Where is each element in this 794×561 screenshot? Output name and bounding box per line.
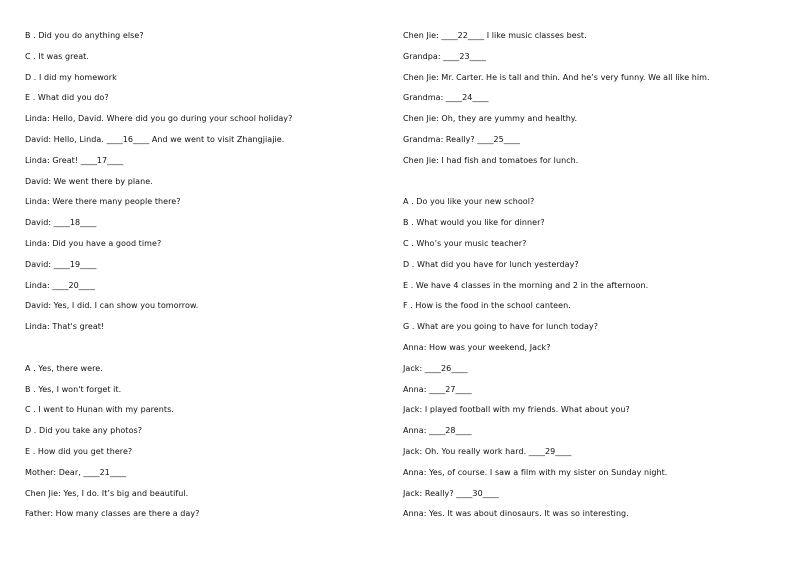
option-line: F . How is the food in the school canteen.: [403, 301, 571, 311]
option-line: B . Did you do anything else?: [25, 31, 144, 40]
option-line: G . What are you going to have for lunch today?: [403, 322, 599, 332]
dialogue-line: Grandma: Really? ____25____: [403, 134, 520, 144]
option-line: A . Do you like your new school?: [403, 197, 535, 207]
dialogue-line: David: ____18____: [25, 218, 97, 228]
dialogue-line: Anna: ____28____: [403, 426, 472, 436]
dialogue-line: Chen Jie: ____22____ I like music classes best.: [403, 31, 587, 40]
option-line: D . What did you have for lunch yesterday?: [403, 259, 579, 269]
option-line: B . Yes, I won't forget it.: [25, 384, 122, 394]
dialogue-line: Chen Jie: Mr. Carter. He is tall and thin. And he’s very funny. We all like him.: [403, 72, 710, 82]
option-line: D . Did you take any photos?: [25, 426, 143, 436]
dialogue-line: Linda: Were there many people there?: [25, 197, 181, 207]
dialogue-line: Linda: Did you have a good time?: [25, 238, 162, 248]
dialogue-line: Chen Jie: Oh, they are yummy and healthy.: [403, 114, 578, 124]
section-gap: [403, 176, 773, 197]
dialogue-line: Chen Jie: Yes, I do. It’s big and beautiful.: [25, 488, 189, 498]
option-line: E . We have 4 classes in the morning and 2 in the afternoon.: [403, 280, 649, 290]
right-column: [403, 30, 773, 529]
option-line: C . It was great.: [25, 51, 89, 61]
option-line: C . Who’s your music teacher?: [403, 238, 527, 248]
dialogue-line: Anna: How was your weekend, Jack?: [403, 342, 551, 352]
left-column: [25, 30, 375, 529]
dialogue-line: Jack: I played football with my friends. What about you?: [403, 405, 630, 415]
option-line: D . I did my homework: [25, 72, 117, 82]
dialogue-line: Jack: Oh. You really work hard. ____29____: [403, 446, 572, 456]
dialogue-line: Father: How many classes are there a day?: [25, 509, 200, 519]
dialogue-line: Jack: ____26____: [403, 363, 468, 373]
dialogue-line: Chen Jie: I had fish and tomatoes for lunch.: [403, 155, 579, 165]
dialogue-line: David: Yes, I did. I can show you tomorrow.: [25, 301, 199, 311]
dialogue-line: Grandpa: ____23____: [403, 51, 486, 61]
section-gap: [25, 342, 375, 363]
dialogue-line: Anna: ____27____: [403, 384, 472, 394]
dialogue-line: Anna: Yes, of course. I saw a film with my sister on Sunday night.: [403, 467, 668, 477]
option-line: E . What did you do?: [25, 93, 109, 103]
dialogue-line: Linda: Hello, David. Where did you go during your school holiday?: [25, 114, 293, 124]
dialogue-line: David: We went there by plane.: [25, 176, 153, 186]
dialogue-line: Linda: That's great!: [25, 322, 105, 332]
dialogue-line: David: ____19____: [25, 259, 97, 269]
dialogue-line: Mother: Dear, ____21____: [25, 467, 127, 477]
option-line: C . I went to Hunan with my parents.: [25, 405, 174, 415]
option-line: B . What would you like for dinner?: [403, 218, 545, 228]
dialogue-line: Linda: ____20____: [25, 280, 95, 290]
dialogue-line: David: Hello, Linda. ____16____ And we went to visit Zhangjiajie.: [25, 134, 285, 144]
dialogue-line: Linda: Great! ____17____: [25, 155, 124, 165]
dialogue-line: Grandma: ____24____: [403, 93, 489, 103]
dialogue-line: Jack: Really? ____30____: [403, 488, 499, 498]
option-line: E . How did you get there?: [25, 446, 133, 456]
option-line: A . Yes, there were.: [25, 363, 103, 373]
dialogue-line: Anna: Yes. It was about dinosaurs. It was so interesting.: [403, 509, 629, 519]
